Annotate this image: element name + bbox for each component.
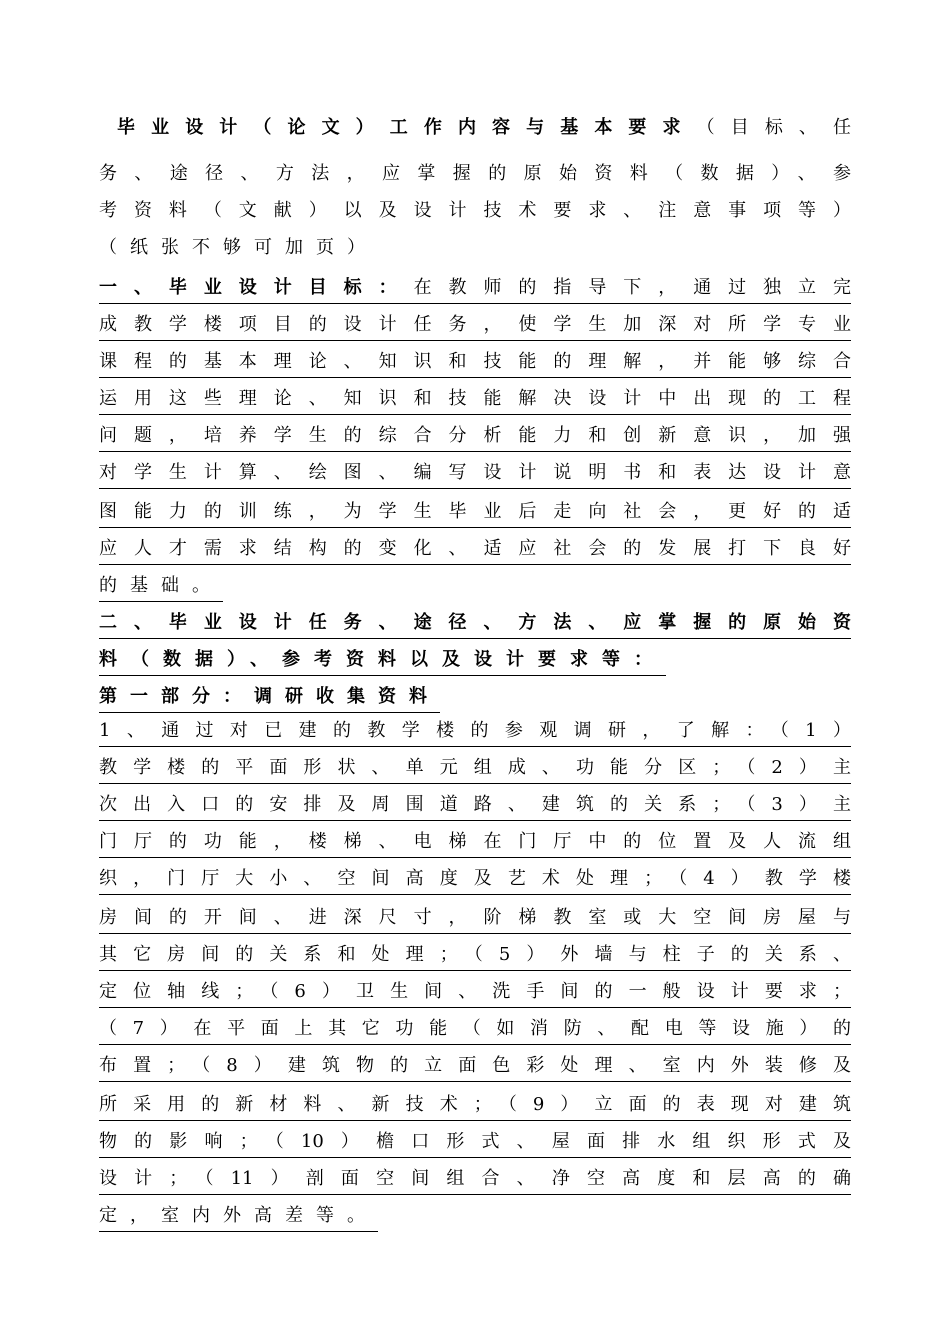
section1-line: 成教学楼项目的设计任务，使学生加深对所学专业	[99, 310, 851, 341]
section2-heading-line-2	[99, 645, 666, 675]
part1-line: 门厅的功能，楼梯、电梯在门厅中的位置及人流组	[99, 827, 851, 858]
part1-line: 教学楼的平面形状、单元组成、功能分区；（2）主	[99, 753, 851, 784]
part1-line: 设计；（11）剖面空间组合、净空高度和层高的确	[99, 1164, 851, 1195]
part1-line: 1、通过对已建的教学楼的参观调研，了解：（1）	[99, 716, 851, 747]
part1-line: 次出入口的安排及周围道路、建筑的关系；（3）主	[99, 790, 851, 821]
section1-line: 运用这些理论、知识和技能解决设计中出现的工程	[99, 384, 851, 415]
section1-last-text: 的基础。	[99, 571, 223, 602]
part1-line: 所采用的新材料、新技术；（9）立面的表现对建筑	[99, 1090, 851, 1121]
part1-line-last	[99, 1201, 378, 1231]
part1-line: 定位轴线；（6）卫生间、洗手间的一般设计要求；	[99, 977, 851, 1008]
part1-line: 织，门厅大小、空间高度及艺术处理；（4）教学楼	[99, 864, 851, 895]
part1-heading: 第一部分：调研收集资料	[99, 682, 440, 713]
section1-line: 课程的基本理论、知识和技能的理解，并能够综合	[99, 347, 851, 378]
section1-line: 应人才需求结构的变化、适应社会的发展打下良好	[99, 534, 851, 565]
part1-line: 其它房间的关系和处理；（5）外墙与柱子的关系、	[99, 940, 851, 971]
section1-heading: 一、毕业设计目标：	[99, 277, 414, 298]
part1-last-text: 定，室内外高差等。	[99, 1201, 378, 1232]
section1-line-last	[99, 571, 223, 601]
header-line-1	[117, 113, 851, 143]
header-note: （纸张不够可加页）	[99, 237, 378, 258]
part1-line: 布置；（8）建筑物的立面色彩处理、室内外装修及	[99, 1051, 851, 1082]
header-line-3: 考资料（文献）以及设计技术要求、注意事项等）	[99, 200, 851, 221]
section1-line-1	[99, 273, 851, 304]
header-title: 毕业设计（论文）工作内容与基本要求	[117, 117, 697, 138]
section1-line: 图能力的训练，为学生毕业后走向社会，更好的适	[99, 497, 851, 528]
section1-line: 对学生计算、绘图、编写设计说明书和表达设计意	[99, 458, 851, 489]
part1-line: （7）在平面上其它功能（如消防、配电等设施）的	[99, 1014, 851, 1045]
section2-heading-text: 料（数据）、参考资料以及设计要求等：	[99, 645, 666, 676]
header-line-2: 务、途径、方法，应掌握的原始资料（数据）、参	[99, 163, 851, 184]
part1-line: 房间的开间、进深尺寸，阶梯教室或大空间房屋与	[99, 903, 851, 934]
header-title-rest: （目标、任	[696, 117, 852, 138]
section1-line: 问题，培养学生的综合分析能力和创新意识，加强	[99, 421, 851, 452]
section1-line-1-text: 在教师的指导下，通过独立完	[413, 277, 852, 298]
part1-heading-line	[99, 682, 440, 712]
part1-line: 物的影响；（10）檐口形式、屋面排水组织形式及	[99, 1127, 851, 1158]
section2-heading-line-1: 二、毕业设计任务、途径、方法、应掌握的原始资	[99, 608, 851, 639]
header-line-4	[99, 233, 378, 263]
